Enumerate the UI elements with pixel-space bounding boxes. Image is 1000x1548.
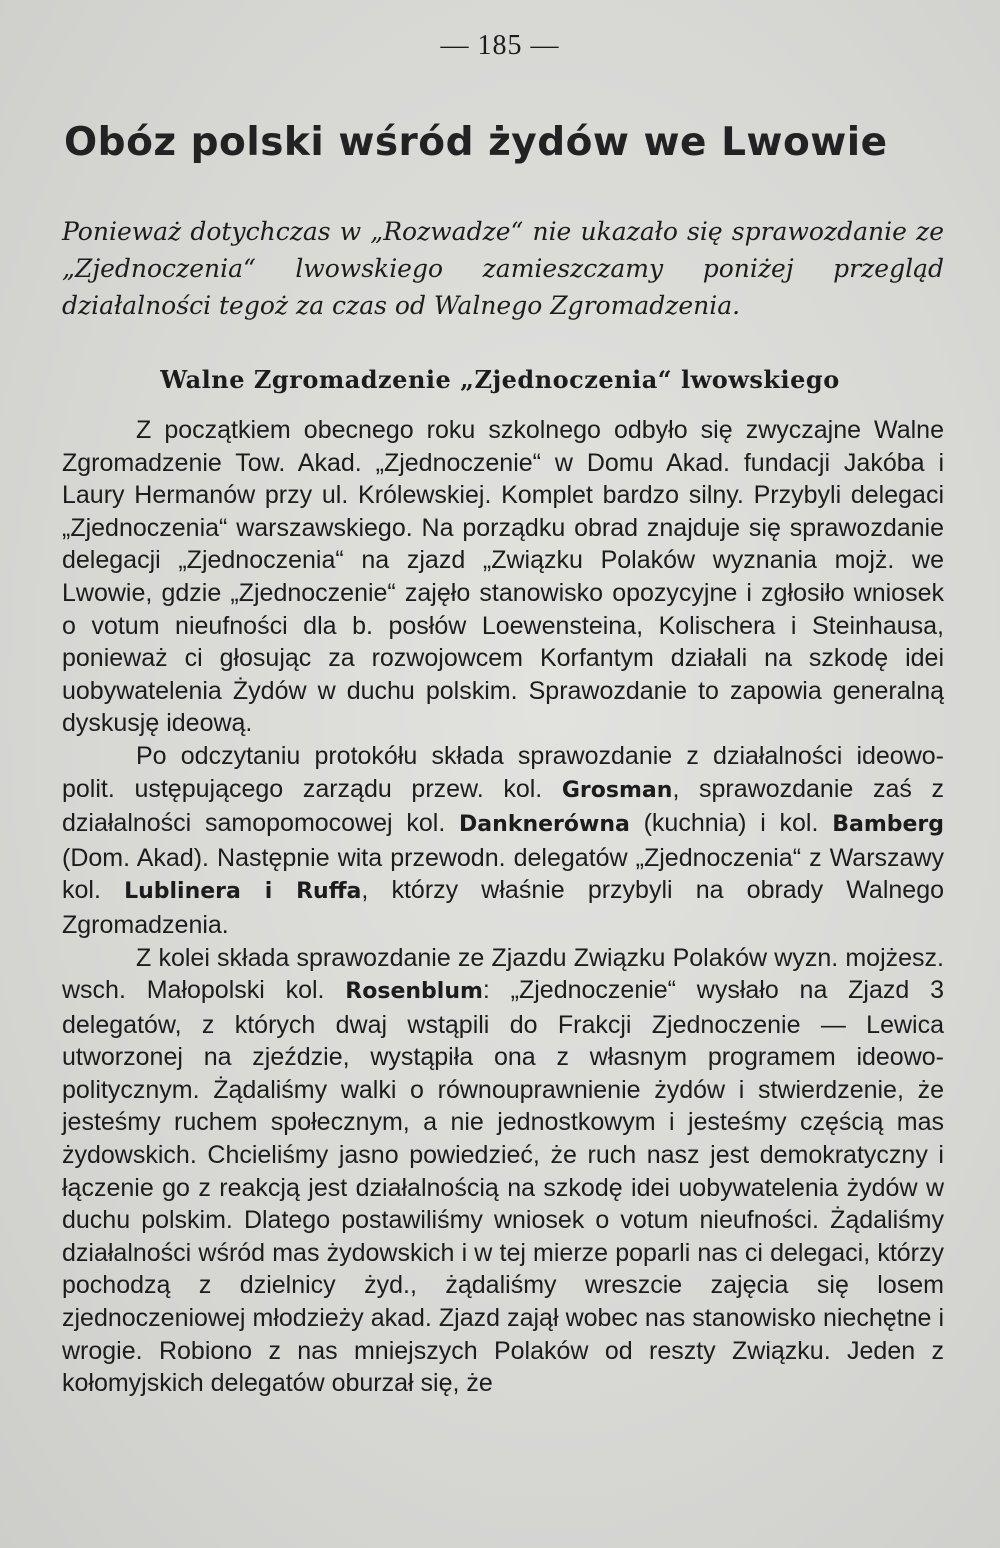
- intro-paragraph: Ponieważ dotychczas w „Rozwadze“ nie ukazało się sprawozdanie ze „Zjednoczenia“ lwowskiego zamieszczamy poniżej przegląd działalności tegoż za czas od Walnego Zgromadzenia.: [62, 217, 944, 320]
- name-lublinera-ruffa: Lublinera i Ruffa: [124, 879, 362, 905]
- article-body: [62, 414, 944, 1400]
- name-danknerowna: Danknerówna: [459, 812, 630, 838]
- name-bamberg: Bamberg: [832, 812, 945, 838]
- paragraph-3: Z kolei składa sprawozdanie ze Zjazdu Związku Polaków wyzn. mojżesz. wsch. Małopolski kol. Rosenblum: „Zjednoczenie“ wysłało na Zjazd 3 delegatów, z których dwaj wstąpili do Frakcji Zjednoczenie — Lewica utworzonej na zjeździe, wystąpiła ona z własnym programem ideowo-politycznym. Żądaliśmy walki o równouprawnienie żydów i stwierdzenie, że jesteśmy ruchem społecznym, a nie jednostkowym i jesteśmy częścią mas żydowskich. Chcieliśmy jasno powiedzieć, że ruch nasz jest demokratyczny i łączenie go z reakcją jest działalnością na szkodę idei uobywatelenia żydów w duchu polskim. Dlatego postawiliśmy wniosek o votum nieufności. Żądaliśmy działalności wśród mas żydowskich i w tej mierze poparli nas ci delegaci, którzy pochodzą z dzielnicy żyd., żądaliśmy wreszcie zajęcia się losem zjednoczeniowej młodzieży akad. Zjazd zajął wobec nas stanowisko niechętne i wrogie. Robiono z nas mniejszych Polaków od reszty Związku. Jeden z kołomyjskich delegatów oburzał się, że: [62, 943, 944, 1398]
- paragraph-1: Z początkiem obecnego roku szkolnego odbyło się zwyczajne Walne Zgromadzenie Tow. Akad. „Zjednoczenie“ w Domu Akad. fundacji Jakóba i Laury Hermanów przy ul. Królewskiej. Komplet bardzo silny. Przybyli delegaci „Zjednoczenia“ warszawskiego. Na porządku obrad znajduje się sprawozdanie delegacji „Zjednoczenia“ na zjazd „Związku Polaków wyznania mojż. we Lwowie, gdzie „Zjednoczenie“ zajęło stanowisko opozycyjne i zgłosiło wniosek o votum nieufności dla b. posłów Loewensteina, Kolischera i Steinhausa, ponieważ ci głosując za rozwojowcem Korfantym działali na szkodę idei uobywatelenia Żydów w duchu polskim. Sprawozdanie to zapowia generalną dyskusję ideową.: [62, 416, 944, 738]
- paragraph-2: Po odczytaniu protokółu składa sprawozdanie z działalności ideowo-polit. ustępującego zarządu przew. kol. Grosman, sprawozdanie zaś z działalności samopomocowej kol. Danknerówna (kuchnia) i kol. Bamberg (Dom. Akad). Następnie wita przewodn. delegatów „Zjednoczenia“ z Warszawy kol. Lublinera i Ruffa, którzy właśnie przybyli na obrady Walnego Zgromadzenia.: [62, 741, 945, 939]
- name-rosenblum: Rosenblum: [345, 979, 483, 1005]
- page-number: — 185 —: [440, 30, 560, 61]
- name-grosman: Grosman: [561, 777, 673, 803]
- section-heading: Walne Zgromadzenie „Zjednoczenia“ lwowskiego: [160, 365, 840, 394]
- article-title: Obóz polski wśród żydów we Lwowie: [64, 120, 888, 165]
